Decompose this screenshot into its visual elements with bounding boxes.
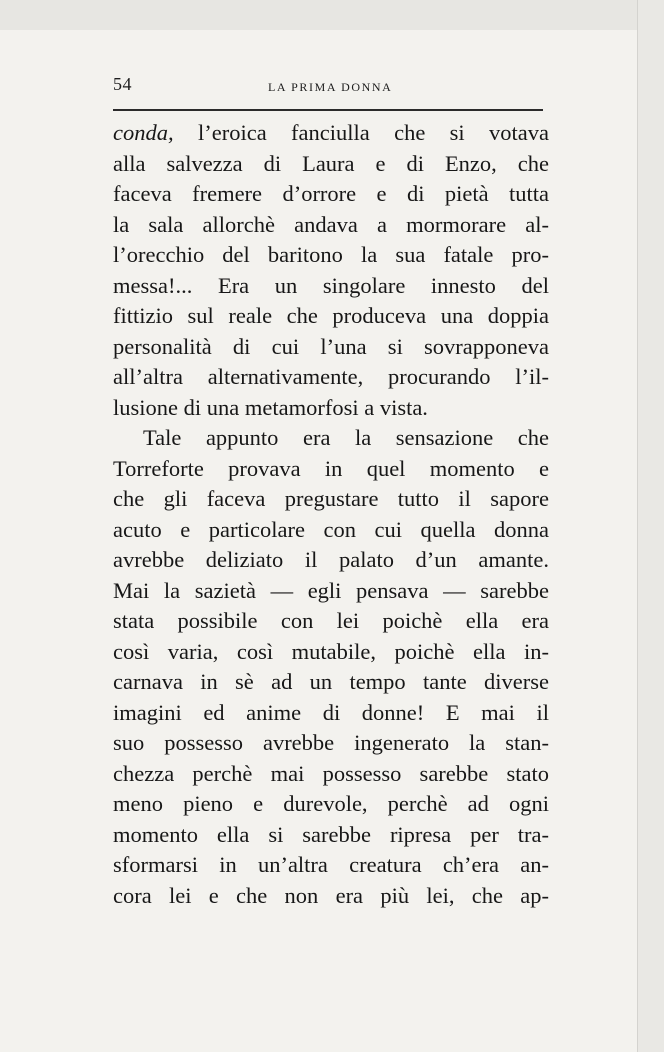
text-line: la sala allorchè andava a mormorare al- <box>113 211 549 237</box>
text-line: l’orecchio del baritono la sua fatale pro- <box>113 242 549 267</box>
header-rule <box>113 109 543 111</box>
text-line: lusione di una metamorfosi a vista. <box>113 394 428 420</box>
line-text: l’eroica fanciulla che si votava <box>173 120 549 145</box>
text-line: acuto e particolare con cui quella donna <box>113 516 549 542</box>
text-line: faceva fremere d’orrore e di pietà tutta <box>113 181 549 206</box>
page-number: 54 <box>113 74 132 94</box>
text-line: meno pieno e durevole, perchè ad ogni <box>113 791 549 816</box>
paragraph <box>113 423 549 911</box>
text-line: stata possibile con lei poichè ella era <box>113 608 549 633</box>
text-line: imagini ed anime di donne! E mai il <box>113 699 549 725</box>
text-line: sformarsi in un’altra creatura ch’era an- <box>113 852 549 877</box>
text-line: chezza perchè mai possesso sarebbe stato <box>113 760 549 786</box>
text-line: carnava in sè ad un tempo tante diverse <box>113 669 549 694</box>
body-text <box>113 118 549 911</box>
text-line: avrebbe deliziato il palato d’un amante. <box>113 547 549 572</box>
paragraph <box>113 118 549 423</box>
text-line: Torreforte provava in quel momento e <box>113 455 549 481</box>
running-header <box>113 74 543 98</box>
italic-text: conda, <box>113 120 174 145</box>
text-line: messa!... Era un singolare innesto del <box>113 272 549 298</box>
text-line: cora lei e che non era più lei, che ap- <box>113 882 549 908</box>
running-title: LA PRIMA DONNA <box>268 80 393 94</box>
text-line: all’altra alternativamente, procurando l’il- <box>113 364 549 389</box>
text-line: fittizio sul reale che produceva una doppia <box>113 303 549 328</box>
text-line: così varia, così mutabile, poichè ella in- <box>113 638 549 664</box>
text-line: personalità di cui l’una si sovrapponeva <box>113 333 549 359</box>
text-line: Mai la sazietà — egli pensava — sarebbe <box>113 577 549 603</box>
text-line: momento ella si sarebbe ripresa per tra- <box>113 821 549 847</box>
text-line: che gli faceva pregustare tutto il sapore <box>113 486 549 511</box>
page-top-edge <box>0 0 664 30</box>
page-right-edge <box>637 0 664 1052</box>
text-line: Tale appunto era la sensazione che <box>143 425 549 450</box>
text-line: alla salvezza di Laura e di Enzo, che <box>113 150 549 176</box>
text-line <box>113 118 549 149</box>
text-line: suo possesso avrebbe ingenerato la stan- <box>113 730 549 755</box>
